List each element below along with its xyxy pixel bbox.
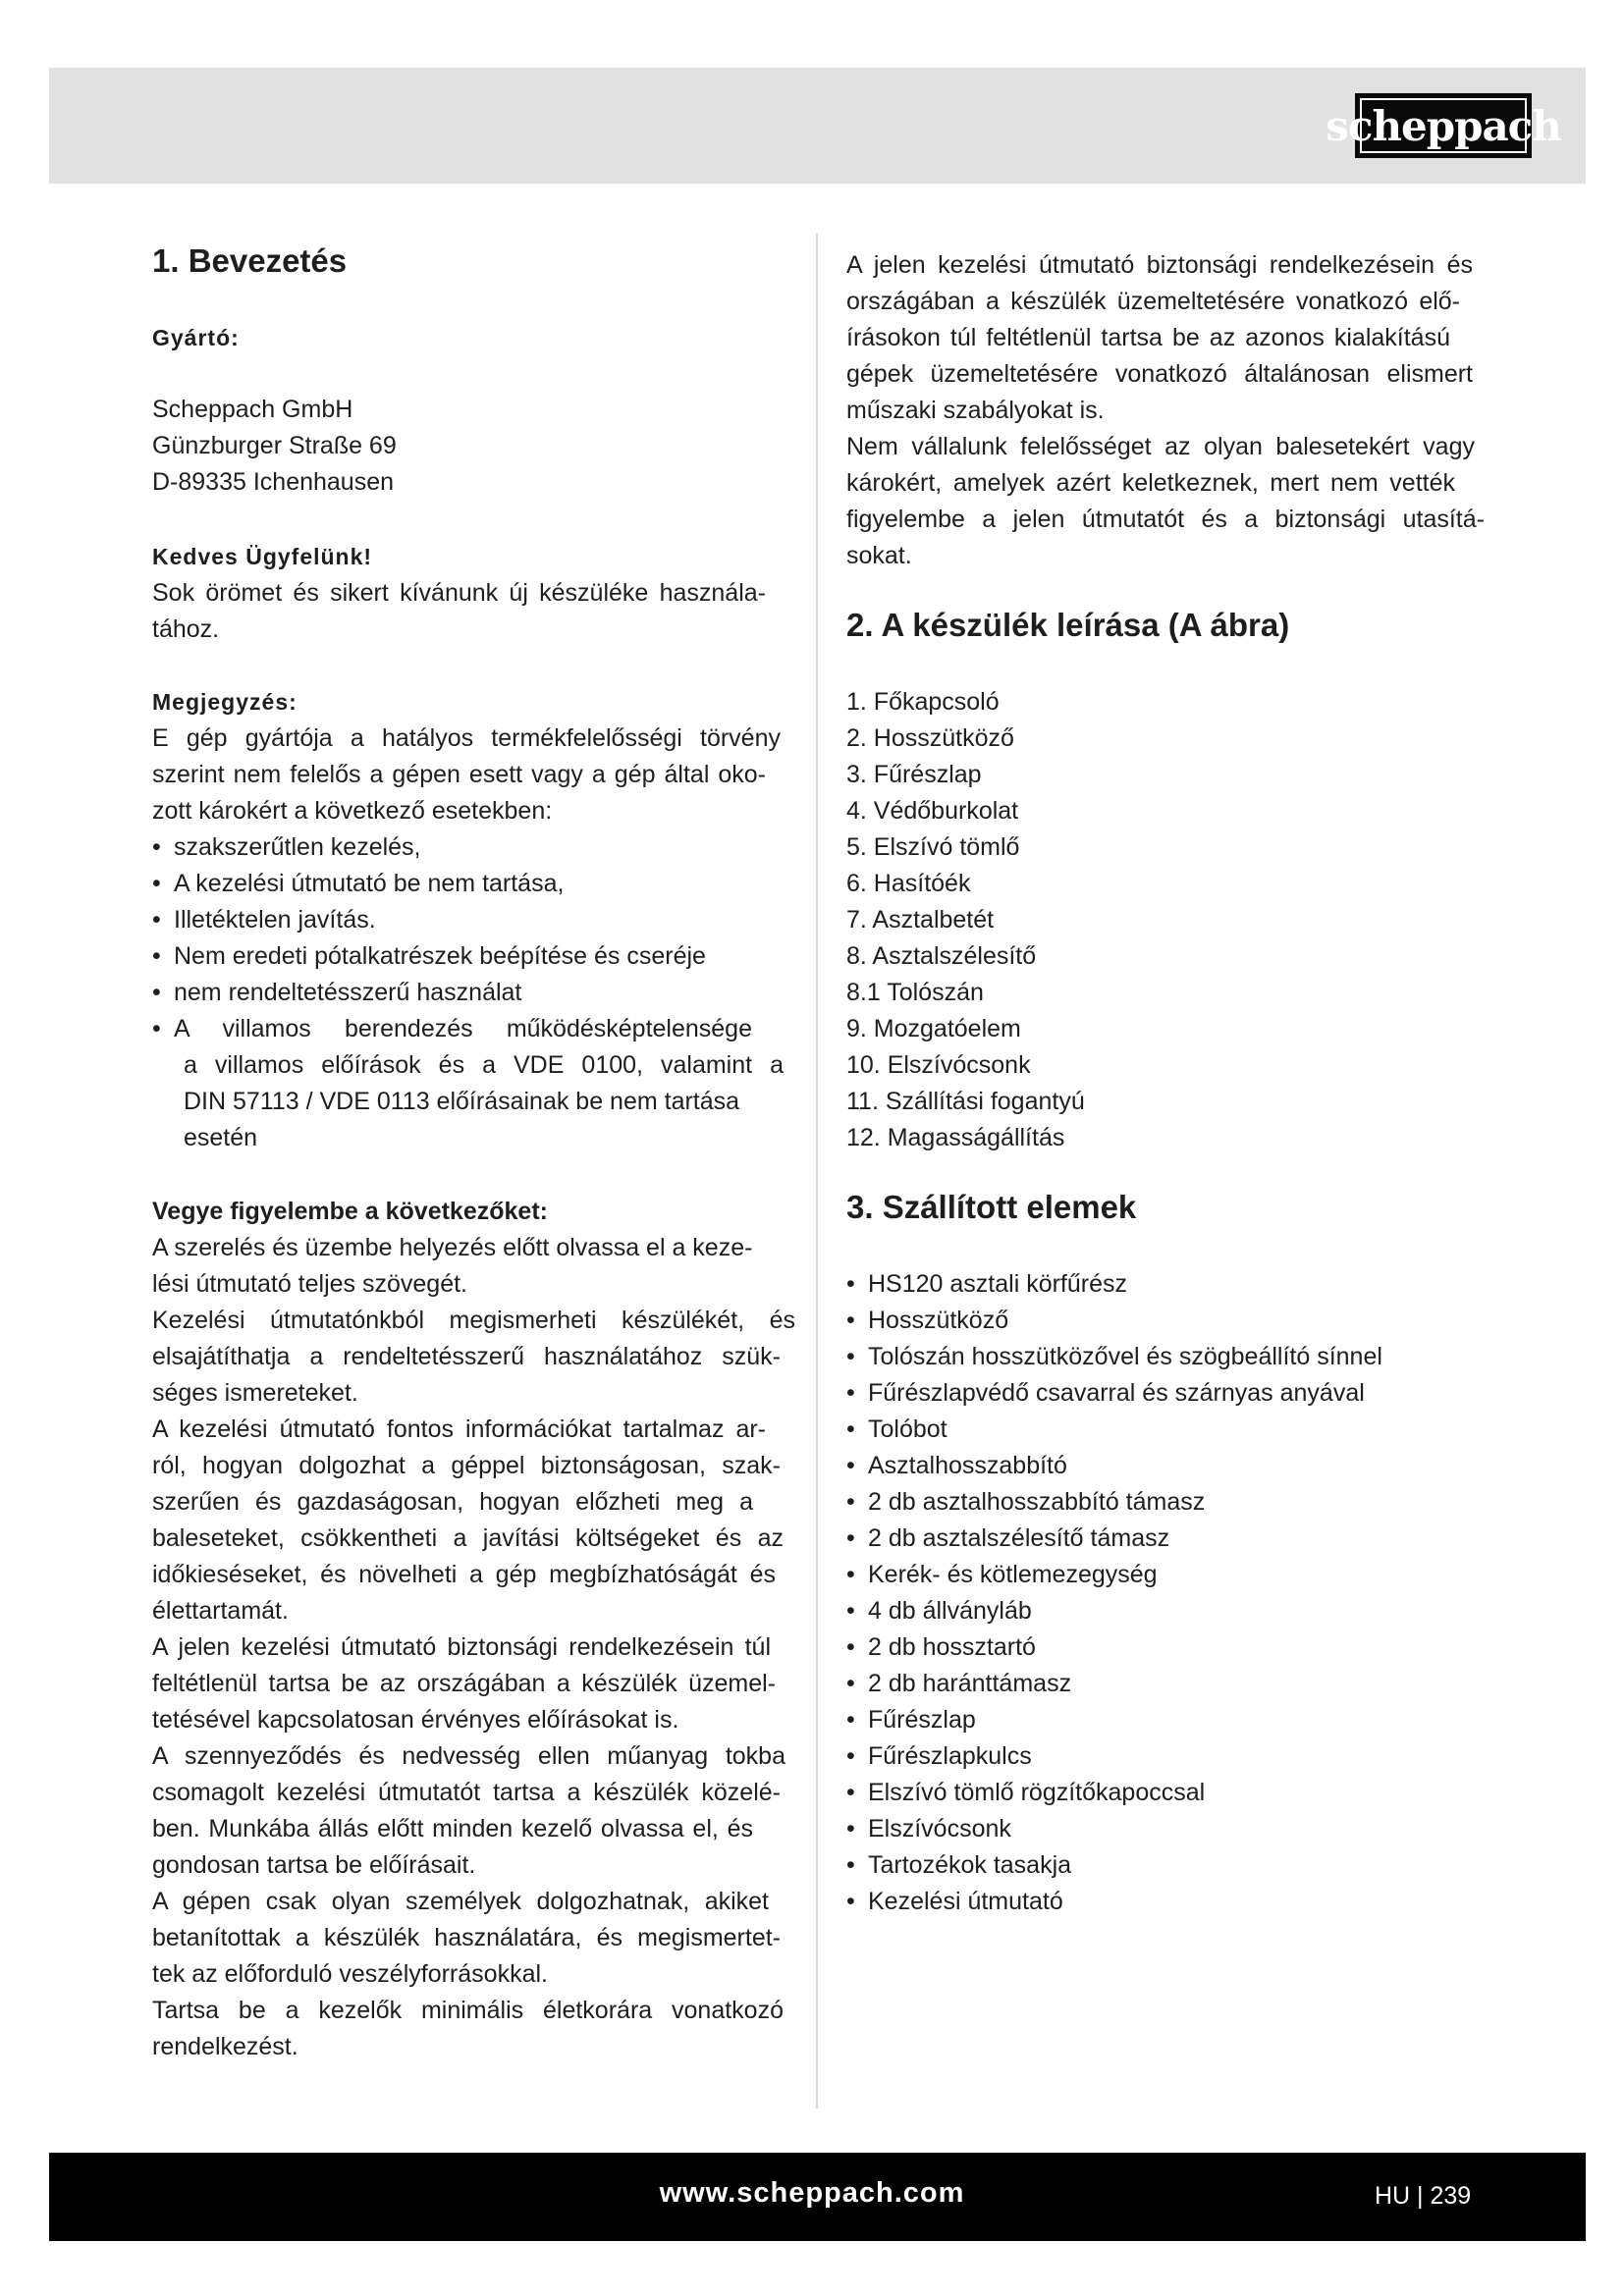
observe-line: baleseteket, csökkentheti a javítási költségeket és az — [152, 1524, 784, 1552]
scheppach-logo: scheppach — [1355, 93, 1532, 158]
address-line: Scheppach GmbH — [152, 396, 353, 423]
footer-website-link[interactable]: www.scheppach.com — [659, 2177, 965, 2209]
observe-line: tek az előforduló veszélyforrásokkal. — [152, 1960, 548, 1988]
observe-line: rendelkezést. — [152, 2033, 298, 2060]
delivery-item: • Tolószán hosszütközővel és szögbeállító sínnel — [846, 1339, 1382, 1375]
observe-line: A jelen kezelési útmutató biztonsági rendelkezésein túl — [152, 1633, 771, 1661]
device-part: 11. Szállítási fogantyú — [846, 1088, 1085, 1115]
address-line: Günzburger Straße 69 — [152, 432, 397, 459]
device-part: 3. Fűrészlap — [846, 761, 982, 788]
delivery-item: • 2 db asztalszélesítő támasz — [846, 1521, 1169, 1557]
section-title-delivery: 3. Szállított elemek — [846, 1189, 1137, 1225]
device-part: 1. Főkapcsoló — [846, 688, 1000, 716]
note-bullet: • Illetéktelen javítás. — [152, 902, 376, 938]
address-line: D-89335 Ichenhausen — [152, 468, 395, 496]
delivery-item: • Elszívócsonk — [846, 1811, 1011, 1847]
safety-line: gépek üzemeltetésére vonatkozó általánosan elismert — [846, 360, 1473, 388]
observe-line: élettartamát. — [152, 1597, 289, 1625]
safety-line: A jelen kezelési útmutató biztonsági rendelkezésein és — [846, 251, 1473, 279]
observe-line: lési útmutató teljes szövegét. — [152, 1270, 467, 1298]
delivery-item: • 4 db állványláb — [846, 1593, 1032, 1629]
safety-line: írásokon túl feltétlenül tartsa be az azonos kialakítású — [846, 324, 1450, 351]
observe-line: A gépen csak olyan személyek dolgozhatnak, akiket — [152, 1888, 769, 1915]
observe-line: időkieséseket, és növelheti a gép megbízhatóságát és — [152, 1561, 776, 1588]
device-part: 4. Védőburkolat — [846, 797, 1019, 825]
device-part: 12. Magasságállítás — [846, 1124, 1065, 1151]
note-bullet-continuation: esetén — [184, 1124, 258, 1151]
delivery-item: • Fűrészlap — [846, 1702, 976, 1738]
note-bullet: • szakszerűtlen kezelés, — [152, 829, 421, 866]
section-title-intro: 1. Bevezetés — [152, 242, 348, 279]
observe-line: Kezelési útmutatónkból megismerheti készülékét, és — [152, 1307, 795, 1334]
observe-line: elsajátíthatja a rendeltetésszerű használatához szük- — [152, 1343, 781, 1370]
observe-line: séges ismereteket. — [152, 1379, 358, 1407]
observe-line: A szerelés és üzembe helyezés előtt olvassa el a keze- — [152, 1234, 753, 1261]
delivery-item: • Fűrészlapkulcs — [846, 1738, 1032, 1775]
delivery-item: • 2 db haránttámasz — [846, 1666, 1071, 1702]
observe-line: ben. Munkába állás előtt minden kezelő olvassa el, és — [152, 1815, 753, 1842]
delivery-item: • Tolóbot — [846, 1412, 947, 1448]
note-title: Megjegyzés: — [152, 689, 298, 715]
observe-line: feltétlenül tartsa be az országában a készülék üzemel- — [152, 1670, 776, 1697]
observe-line: gondosan tartsa be előírásait. — [152, 1851, 476, 1879]
greeting-title: Kedves Ügyfelünk! — [152, 544, 373, 569]
device-part: 10. Elszívócsonk — [846, 1051, 1031, 1079]
delivery-item: • 2 db asztalhosszabbító támasz — [846, 1484, 1205, 1521]
observe-line: tetésével kapcsolatosan érvényes előírásokat is. — [152, 1706, 679, 1734]
safety-line: károkért, amelyek azért keletkeznek, mert nem vették — [846, 469, 1455, 497]
device-part: 8. Asztalszélesítő — [846, 942, 1037, 970]
delivery-item: • Fűrészlapvédő csavarral és szárnyas anyával — [846, 1375, 1365, 1412]
greeting-line: tához. — [152, 615, 220, 643]
observe-line: csomagolt kezelési útmutatót tartsa a készülék közelé- — [152, 1779, 781, 1806]
observe-line: A szennyeződés és nedvesség ellen műanyag tokba — [152, 1742, 785, 1770]
observe-line: szerűen és gazdaságosan, hogyan előzheti meg a — [152, 1488, 753, 1516]
note-line: szerint nem felelős a gépen esett vagy a gép által oko- — [152, 761, 766, 788]
note-bullet-continuation: DIN 57113 / VDE 0113 előírásainak be nem tartása — [184, 1088, 740, 1115]
delivery-item: • Asztalhosszabbító — [846, 1448, 1067, 1484]
note-line: zott károkért a következő esetekben: — [152, 797, 553, 825]
observe-title: Vegye figyelembe a következőket: — [152, 1198, 548, 1225]
note-bullet: • Nem eredeti pótalkatrészek beépítése és cseréje — [152, 938, 706, 975]
delivery-item: • Elszívó tömlő rögzítőkapoccsal — [846, 1775, 1205, 1811]
observe-line: A kezelési útmutató fontos információkat tartalmaz ar- — [152, 1415, 766, 1443]
manufacturer-label: Gyártó: — [152, 325, 240, 350]
observe-line: ról, hogyan dolgozhat a géppel biztonságosan, szak- — [152, 1452, 781, 1479]
device-part: 8.1 Tolószán — [846, 979, 984, 1006]
observe-line: betanítottak a készülék használatára, és megismertet- — [152, 1924, 781, 1951]
observe-line: Tartsa be a kezelők minimális életkorára vonatkozó — [152, 1997, 784, 2024]
delivery-item: • Kerék- és kötlemezegység — [846, 1557, 1158, 1593]
note-bullet: • A kezelési útmutató be nem tartása, — [152, 866, 564, 902]
device-part: 2. Hosszütköző — [846, 724, 1014, 752]
section-title-device: 2. A készülék leírása (A ábra) — [846, 607, 1290, 643]
note-bullet: • nem rendeltetésszerű használat — [152, 975, 521, 1011]
column-divider — [816, 234, 818, 2109]
device-part: 6. Hasítóék — [846, 870, 971, 897]
device-part: 9. Mozgatóelem — [846, 1015, 1021, 1042]
note-line: E gép gyártója a hatályos termékfelelősségi törvény — [152, 724, 781, 752]
safety-line: műszaki szabályokat is. — [846, 397, 1105, 424]
safety-line: Nem vállalunk felelősséget az olyan balesetekért vagy — [846, 433, 1475, 460]
greeting-line: Sok örömet és sikert kívánunk új készüléke használa- — [152, 579, 766, 607]
safety-line: országában a készülék üzemeltetésére vonatkozó elő- — [846, 288, 1460, 315]
device-part: 7. Asztalbetét — [846, 906, 995, 934]
delivery-item: • HS120 asztali körfűrész — [846, 1266, 1127, 1303]
delivery-item: • Hosszütköző — [846, 1303, 1008, 1339]
safety-line: sokat. — [846, 542, 912, 569]
delivery-item: • Kezelési útmutató — [846, 1884, 1063, 1920]
delivery-item: • 2 db hossztartó — [846, 1629, 1036, 1666]
note-bullet: • A villamos berendezés működésképtelensége — [152, 1011, 752, 1047]
safety-line: figyelembe a jelen útmutatót és a biztonsági utasítá- — [846, 506, 1485, 533]
note-bullet-continuation: a villamos előírások és a VDE 0100, valamint a — [184, 1051, 784, 1079]
device-part: 5. Elszívó tömlő — [846, 833, 1020, 861]
page-number: HU | 239 — [1375, 2182, 1472, 2210]
delivery-item: • Tartozékok tasakja — [846, 1847, 1071, 1884]
